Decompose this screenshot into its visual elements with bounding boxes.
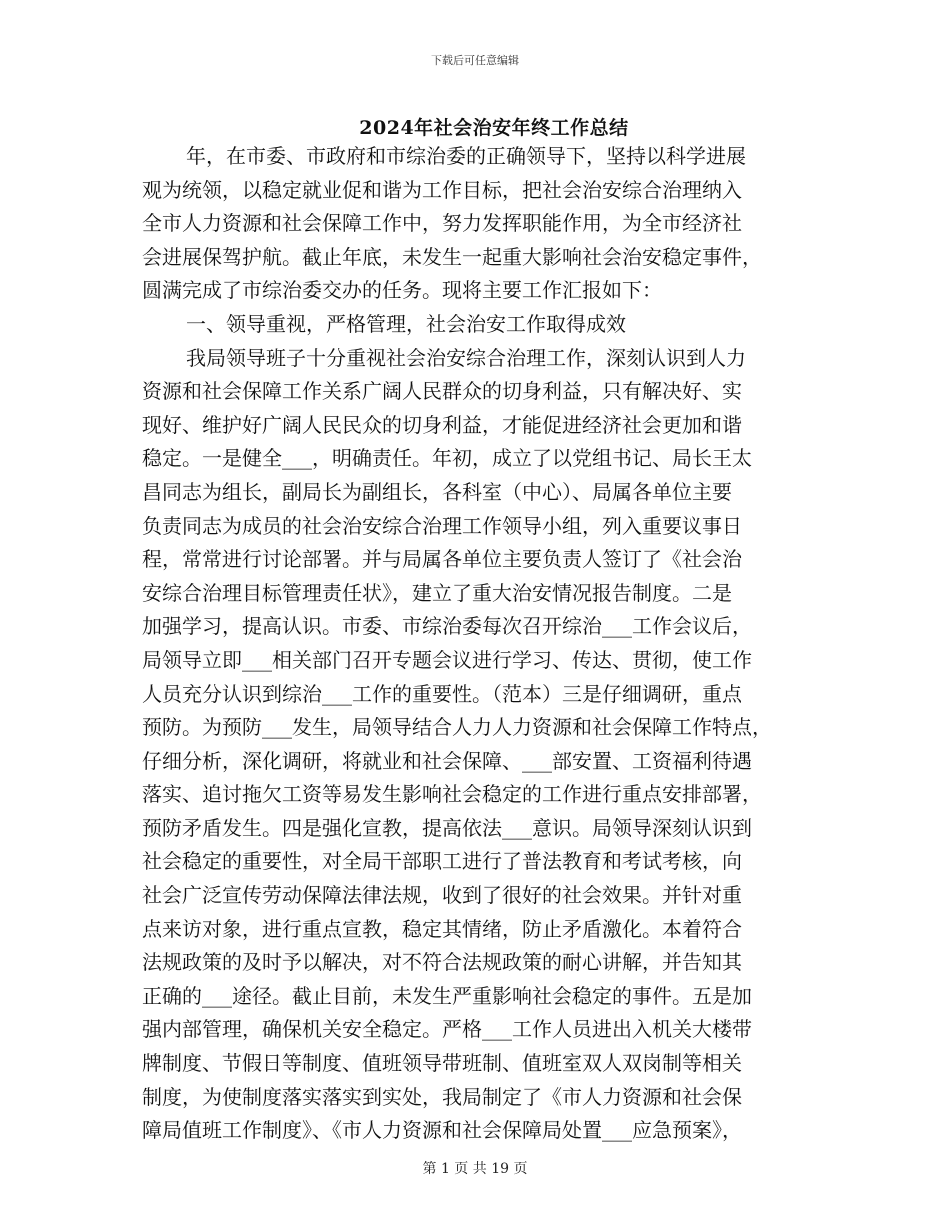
text-line: 全市人力资源和社会保障工作中，努力发挥职能作用，为全市经济社: [142, 211, 742, 236]
text-line: 年，在市委、市政府和市综治委的正确领导下，坚持以科学进展: [186, 144, 746, 168]
text-line: 加强学习，提高认识。市委、市综治委每次召开综治___工作会议后，: [142, 614, 752, 639]
page-footer: 第 1 页 共 19 页: [422, 1161, 528, 1177]
text-line: 正确的___途径。截止目前，未发生严重影响社会稳定的事件。五是加: [142, 983, 752, 1008]
text-line: 局领导立即___相关部门召开专题会议进行学习、传达、贯彻，使工作: [142, 647, 752, 672]
text-line: 一、领导重视，严格管理，社会治安工作取得成效: [186, 311, 626, 336]
text-line: 负责同志为成员的社会治安综合治理工作领导小组，列入重要议事日: [142, 513, 742, 538]
text-line: 落实、追讨拖欠工资等易发生影响社会稳定的工作进行重点安排部署，: [142, 782, 762, 807]
text-line: 制度，为使制度落实落实到实处，我局制定了《市人力资源和社会保: [142, 1084, 742, 1109]
text-line: 我局领导班子十分重视社会治安综合治理工作，深刻认识到人力: [186, 345, 746, 370]
text-line: 预防矛盾发生。四是强化宣教，提高依法___意识。局领导深刻认识到: [142, 815, 752, 840]
text-line: 仔细分析，深化调研，将就业和社会保障、___部安置、工资福利待遇: [142, 748, 752, 773]
text-line: 现好、维护好广阔人民民众的切身利益，才能促进经济社会更加和谐: [142, 412, 742, 437]
text-line: 强内部管理，确保机关安全稳定。严格___工作人员进出入机关大楼带: [142, 1017, 752, 1042]
text-line: 牌制度、节假日等制度、值班领导带班制、值班室双人双岗制等相关: [142, 1051, 742, 1076]
text-line: 程，常常进行讨论部署。并与局属各单位主要负责人签订了《社会治: [142, 547, 742, 572]
text-line: 法规政策的及时予以解决，对不符合法规政策的耐心讲解，并告知其: [142, 950, 742, 975]
text-line: 社会稳定的重要性，对全局干部职工进行了普法教育和考试考核，向: [142, 849, 742, 874]
text-line: 预防。为预防___发生，局领导结合人力人力资源和社会保障工作特点，: [142, 715, 772, 740]
text-line: 安综合治理目标管理责任状》，建立了重大治安情况报告制度。二是: [142, 580, 732, 605]
text-line: 稳定。一是健全___，明确责任。年初，成立了以党组书记、局长王太: [142, 446, 752, 471]
text-line: 人员充分认识到综治___工作的重要性。（范本）三是仔细调研，重点: [142, 681, 742, 706]
text-line: 圆满完成了市综治委交办的任务。现将主要工作汇报如下：: [142, 278, 662, 303]
text-line: 资源和社会保障工作关系广阔人民群众的切身利益，只有解决好、实: [142, 379, 742, 404]
text-line: 点来访对象，进行重点宣教，稳定其情绪，防止矛盾激化。本着符合: [142, 916, 742, 941]
text-line: 会进展保驾护航。截止年底，未发生一起重大影响社会治安稳定事件，: [142, 244, 762, 269]
document-title: 2024年社会治安年终工作总结: [359, 117, 629, 139]
text-line: 障局值班工作制度》、《市人力资源和社会保障局处置___应急预案》，: [142, 1118, 742, 1143]
document-body: [142, 140, 814, 1148]
header-note: 下载后可任意编辑: [431, 54, 519, 67]
text-line: 观为统领，以稳定就业促和谐为工作目标，把社会治安综合治理纳入: [142, 177, 742, 202]
text-line: 社会广泛宣传劳动保障法律法规，收到了很好的社会效果。并针对重: [142, 883, 742, 908]
text-line: 昌同志为组长，副局长为副组长，各科室（中心）、局属各单位主要: [142, 479, 732, 504]
